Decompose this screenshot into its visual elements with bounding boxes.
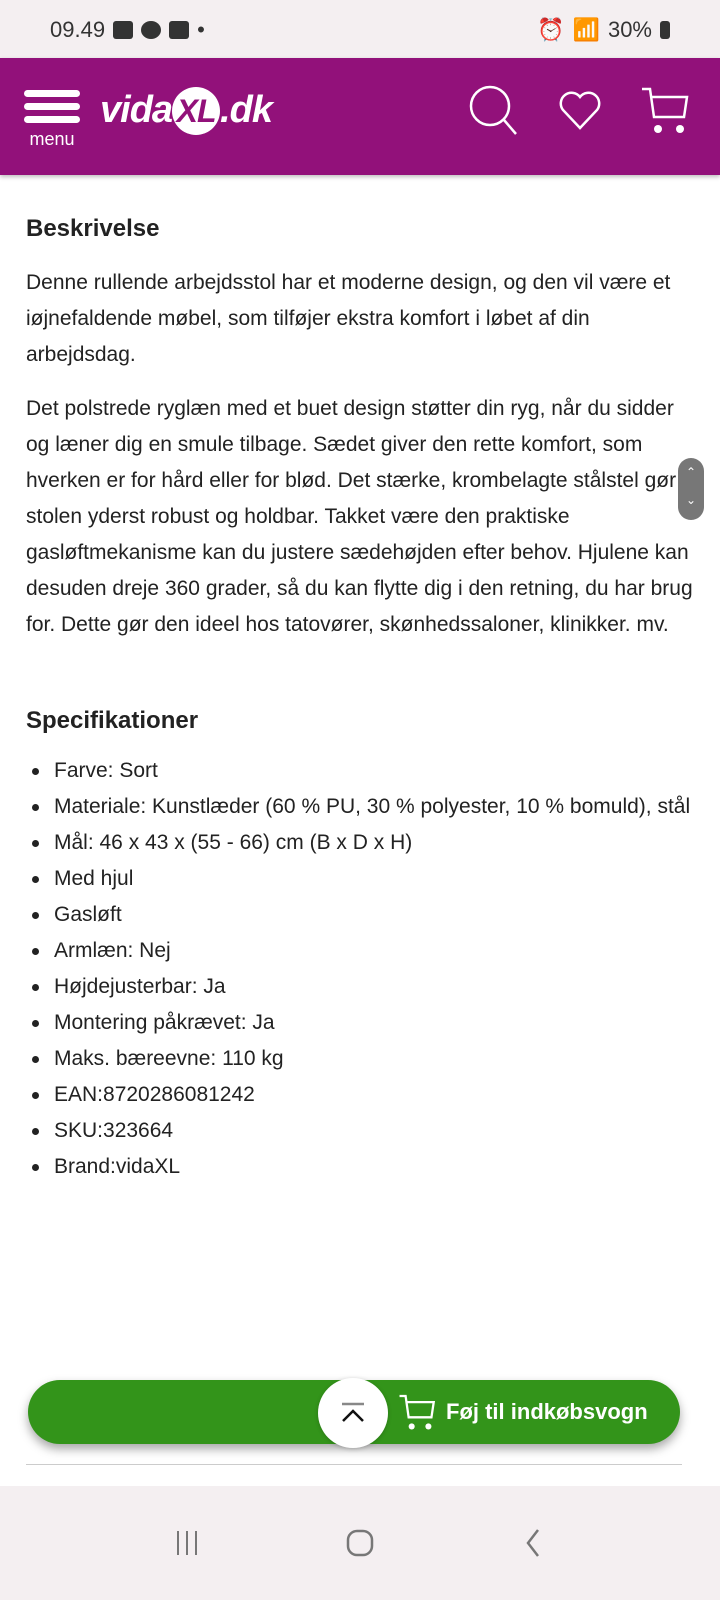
more-notifications-dot-icon: • bbox=[197, 17, 205, 42]
spec-item: Gasløft bbox=[26, 897, 694, 933]
alarm-icon: ⏰ bbox=[537, 17, 565, 42]
status-time: 09.49 bbox=[50, 17, 106, 42]
battery-icon bbox=[660, 21, 670, 39]
spec-item: EAN:8720286081242 bbox=[26, 1077, 694, 1113]
description-title: Beskrivelse bbox=[26, 215, 160, 242]
description-paragraph: Det polstrede ryglæn med et buet design støtter din ryg, når du sidder og læner dig en smule tilbage. Sædet giver den rette komfort, som hverken er for hård eller for blød. Det stærke, krombelagte stålstel gør stolen yderst robust og holdbar. Takket være den praktiske gasløftmekanisme kan du justere sædehøjden efter behov. Hjulene kan desuden dreje 360 grader, så du kan flytte dig i den retning, du har brug for. Dette gør den ideel hos tatovører, skønhedssaloner, klinikker. mv. bbox=[26, 397, 693, 636]
spec-item: Maks. bæreevne: 110 kg bbox=[26, 1041, 694, 1077]
scroll-handle[interactable] bbox=[678, 458, 704, 520]
product-details bbox=[0, 175, 720, 1185]
spec-item: Mål: 46 x 43 x (55 - 66) cm (B x D x H) bbox=[26, 825, 694, 861]
status-bar bbox=[0, 0, 720, 58]
cart-icon[interactable] bbox=[640, 85, 690, 135]
system-nav-bar bbox=[0, 1486, 720, 1600]
wifi-icon: 📶 bbox=[572, 17, 600, 42]
site-header bbox=[0, 58, 720, 175]
spec-item: Materiale: Kunstlæder (60 % PU, 30 % polyester, 10 % bomuld), stål bbox=[26, 789, 694, 825]
specifications-title: Specifikationer bbox=[26, 707, 199, 734]
spec-item: SKU:323664 bbox=[26, 1113, 694, 1149]
scroll-to-top-button[interactable] bbox=[318, 1378, 388, 1448]
chevron-down-icon: ⌄ bbox=[685, 493, 697, 507]
add-to-cart-label: Føj til indkøbsvogn bbox=[446, 1399, 648, 1424]
outlook-notification-icon bbox=[169, 21, 189, 39]
menu-button[interactable] bbox=[24, 84, 80, 150]
cart-icon bbox=[398, 1393, 436, 1431]
back-icon[interactable] bbox=[518, 1528, 548, 1558]
menu-label: menu bbox=[29, 128, 75, 149]
spec-item: Montering påkrævet: Ja bbox=[26, 1005, 694, 1041]
recent-apps-icon[interactable] bbox=[172, 1528, 202, 1558]
home-icon[interactable] bbox=[345, 1528, 375, 1558]
spec-item: Farve: Sort bbox=[26, 753, 694, 789]
spec-item: Højdejusterbar: Ja bbox=[26, 969, 694, 1005]
description-paragraph: Denne rullende arbejdsstol har et moderne design, og den vil være et iøjnefaldende møbel, som tilføjer ekstra komfort i løbet af din arbejdsdag. bbox=[26, 271, 671, 366]
battery-level: 30% bbox=[607, 17, 652, 42]
spec-item: Brand:vidaXL bbox=[26, 1149, 694, 1185]
gallery-notification-icon bbox=[113, 21, 133, 39]
hamburger-icon bbox=[24, 84, 80, 129]
chevron-up-icon: ⌃ bbox=[685, 465, 697, 479]
vidaxl-logo[interactable]: vida XL .dk bbox=[100, 87, 272, 135]
chat-notification-icon bbox=[141, 21, 161, 39]
spec-item: Med hjul bbox=[26, 861, 694, 897]
search-icon[interactable] bbox=[468, 84, 520, 136]
divider bbox=[26, 1464, 682, 1465]
heart-icon[interactable] bbox=[558, 90, 602, 130]
specifications-list bbox=[26, 753, 694, 1185]
spec-item: Armlæn: Nej bbox=[26, 933, 694, 969]
arrow-to-top-icon bbox=[338, 1401, 368, 1425]
